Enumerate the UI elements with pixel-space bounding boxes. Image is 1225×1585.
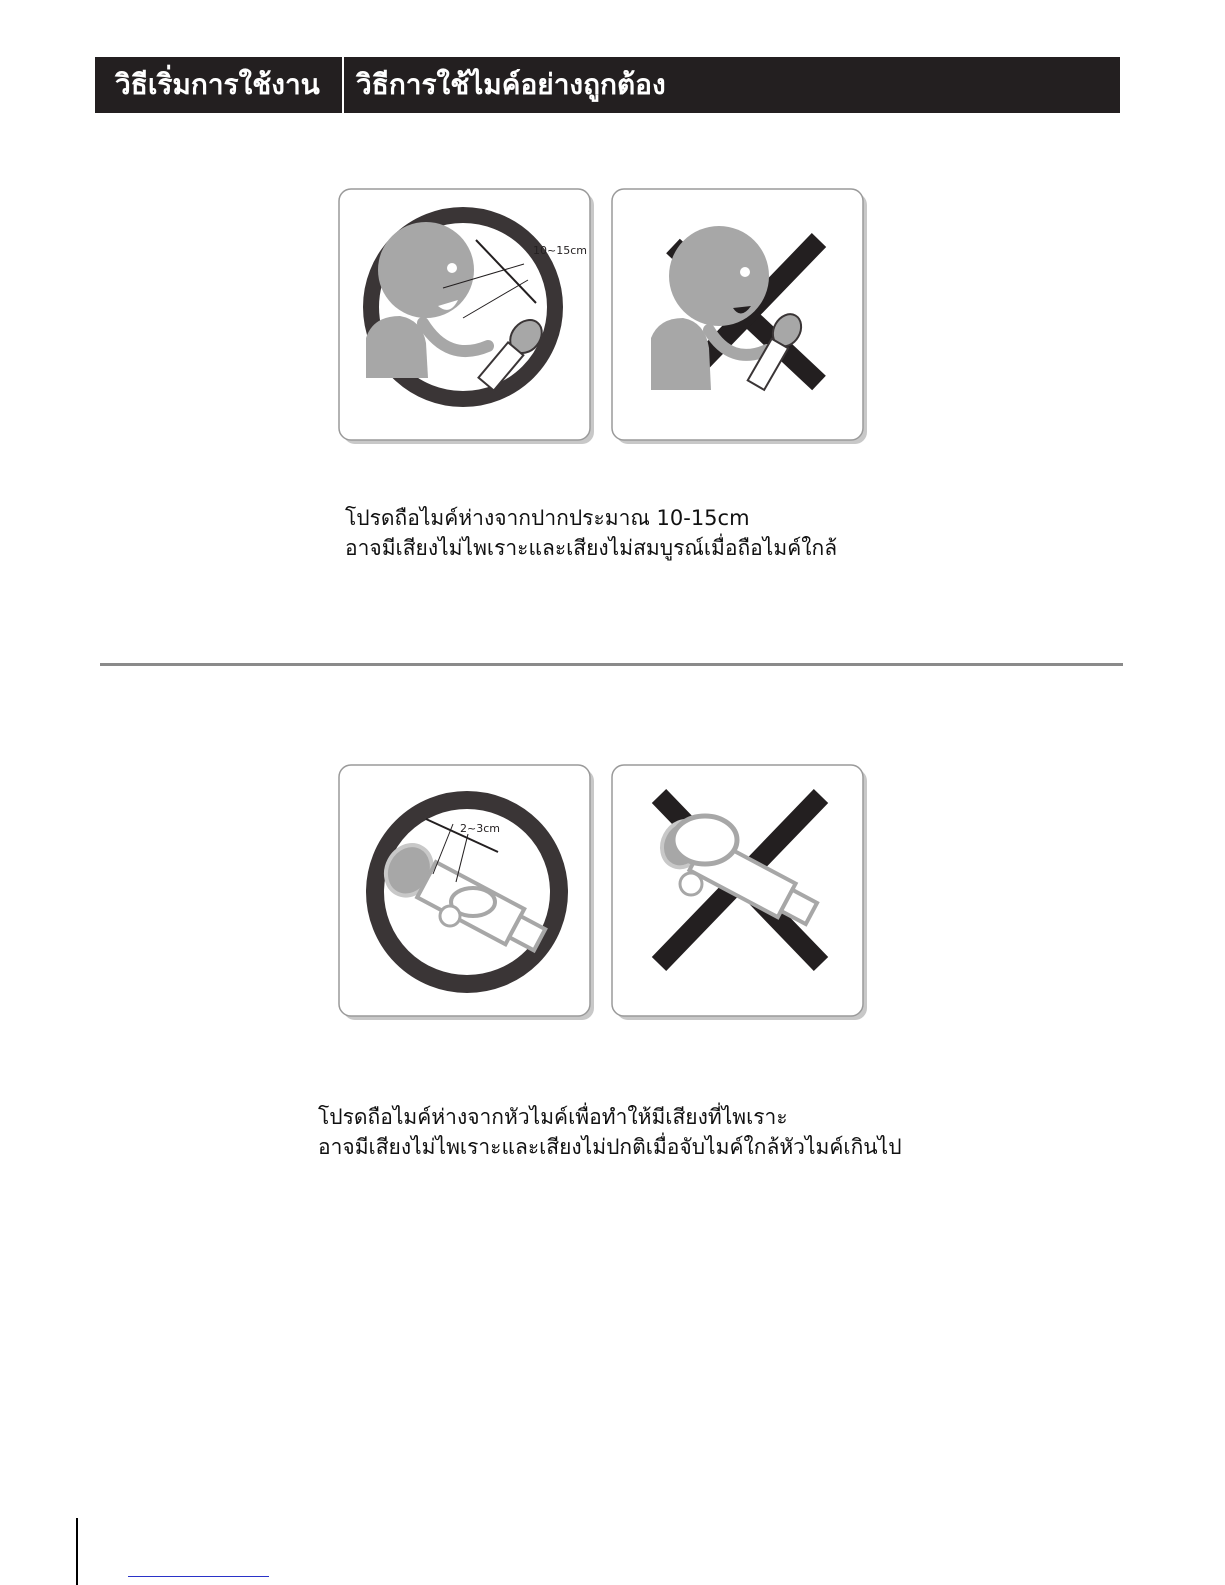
wrong-cross-icon [611, 764, 869, 1022]
caption-line-1: โปรดถือไมค์ห่างจากปากประมาณ 10-15cm [345, 506, 750, 530]
caption-block-2 [318, 1102, 902, 1162]
page-margin-bar [76, 1518, 78, 1585]
page-header [95, 57, 1120, 113]
caption-block-1 [345, 503, 837, 563]
correct-circle-icon [338, 188, 596, 446]
footer-underline [128, 1576, 269, 1577]
wrong-cross-icon [611, 188, 869, 446]
page-title: วิธีการใช้ไมค์อย่างถูกต้อง [356, 68, 666, 101]
section-divider [100, 663, 1123, 666]
correct-circle-icon [338, 764, 596, 1022]
wrong-distance-panel [611, 188, 869, 446]
wrong-grip-panel [611, 764, 869, 1022]
correct-distance-panel [338, 188, 596, 446]
caption-line-2: อาจมีเสียงไม่ไพเราะและเสียงไม่สมบูรณ์เมื่อถือไมค์ใกล้ [345, 536, 838, 560]
caption-line-1: โปรดถือไมค์ห่างจากหัวไมค์เพื่อทำให้มีเสียงที่ไพเราะ [318, 1105, 788, 1129]
correct-grip-panel [338, 764, 596, 1022]
section-label: วิธีเริ่มการใช้งาน [115, 68, 320, 101]
caption-line-2: อาจมีเสียงไม่ไพเราะและเสียงไม่ปกติเมื่อจับไมค์ใกล้หัวไมค์เกินไป [318, 1135, 902, 1159]
distance-label: 2~3cm [460, 822, 500, 835]
distance-label: 10~15cm [533, 244, 587, 257]
